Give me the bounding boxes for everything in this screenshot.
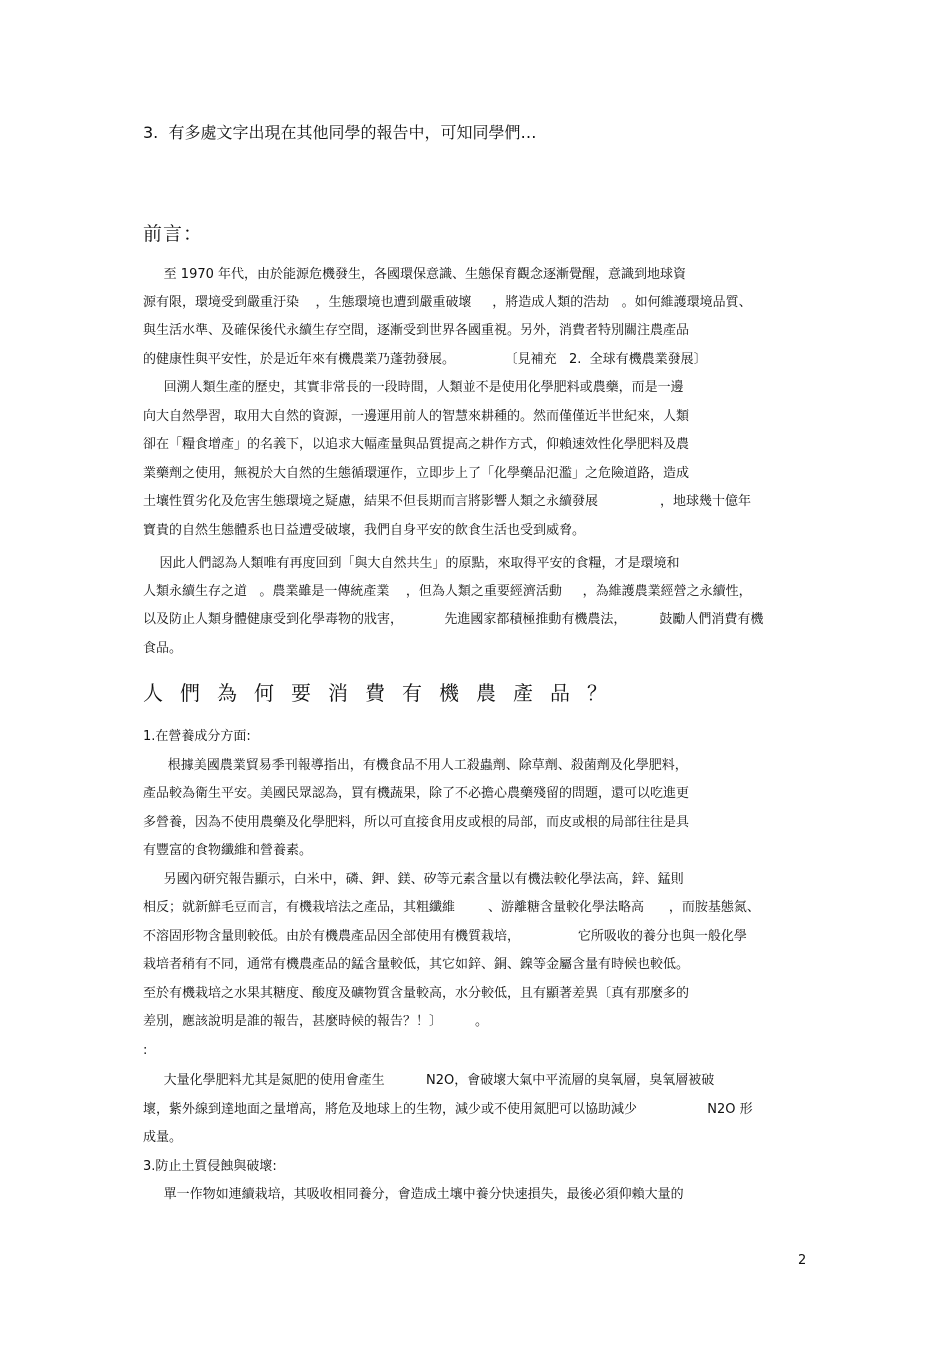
- page-number: 2: [798, 1253, 807, 1268]
- why-line: 不溶固形物含量則較低。由於有機農產品因全部使用有機質栽培， 它所吸收的養分也與一般化學: [143, 929, 747, 944]
- preface-line: 向大自然學習，取用大自然的資源，一邊運用前人的智慧來耕種的。然而僅僅近半世紀來，人類: [143, 409, 690, 424]
- why-line: 產品較為衛生平安。美國民眾認為，買有機蔬果，除了不必擔心農藥殘留的問題，還可以吃進更: [143, 786, 690, 801]
- why-line: 栽培者稍有不同，通常有機農產品的錳含量較低，其它如鋅、銅、鎳等金屬含量有時候也較低。: [143, 957, 690, 972]
- preface-line: 食品。: [143, 641, 183, 656]
- why-line: 多營養，因為不使用農藥及化學肥料，所以可直接食用皮或根的局部，而皮或根的局部往往是具: [143, 815, 690, 830]
- why-line: 壞，紫外線到達地面之量增高，將危及地球上的生物，減少或不使用氮肥可以協助減少 N2O 形: [143, 1102, 753, 1117]
- why-line: 至於有機栽培之水果其糖度、酸度及礦物質含量較高，水分較低，且有顯著差異〔真有那麼多的: [143, 986, 690, 1001]
- why-line: 有豐富的食物纖維和營養素。: [143, 843, 313, 858]
- why-line: :: [143, 1043, 148, 1058]
- preface-line: 以及防止人類身體健康受到化學毒物的戕害， 先進國家都積極推動有機農法， 鼓勵人們消費有機: [143, 612, 764, 627]
- why-line: 相反；就新鮮毛豆而言，有機栽培法之產品，其粗纖維 、游離糖含量較化學法略高 ，而胺基態氮、: [143, 900, 760, 915]
- preface-line: 人類永續生存之道 。農業雖是一傳統產業 ，但為人類之重要經濟活動 ，為維護農業經營之永續性，: [143, 584, 752, 599]
- why-line: 3.防止土質侵蝕與破壞:: [143, 1159, 277, 1174]
- why-line: 成量。: [143, 1130, 183, 1145]
- preface-line: 與生活水準、及確保後代永續生存空間，逐漸受到世界各國重視。另外，消費者特別關注農產品: [143, 323, 690, 338]
- preface-line: 業藥劑之使用，無視於大自然的生態循環運作，立即步上了「化學藥品氾濫」之危險道路，造成: [143, 466, 690, 481]
- preface-line: 源有限，環境受到嚴重汙染 ，生態環境也遭到嚴重破壞 ，將造成人類的浩劫 。如何維護環境品質、: [143, 295, 752, 310]
- preface-heading: 前言：: [143, 223, 204, 245]
- why-line: 差別，應該說明是誰的報告，甚麼時候的報告？！〕 。: [143, 1014, 489, 1029]
- why-consume-heading: 人們為何要消費有機農產品？: [143, 681, 624, 705]
- why-line: 大量化學肥料尤其是氮肥的使用會產生 N2O，會破壞大氣中平流層的臭氧層，臭氧層被破: [143, 1073, 715, 1088]
- preface-line: 寶貴的自然生態體系也日益遭受破壞，我們自身平安的飲食生活也受到威脅。: [143, 523, 586, 538]
- why-line: 1.在營養成分方面:: [143, 729, 251, 744]
- preface-line: 至 1970 年代，由於能源危機發生，各國環保意識、生態保育觀念逐漸覺醒，意識到地球資: [143, 267, 687, 282]
- preface-line: 卻在「糧食增產」的名義下，以追求大幅產量與品質提高之耕作方式，仰賴速效性化學肥料及農: [143, 437, 690, 452]
- why-line: 根據美國農業貿易季刊報導指出，有機食品不用人工殺蟲劑、除草劑、殺菌劑及化學肥料，: [143, 758, 688, 773]
- preface-line: 土壤性質劣化及危害生態環境之疑慮，結果不但長期而言將影響人類之永續發展 ，地球幾十億年: [143, 494, 751, 509]
- preface-line: 的健康性與平安性，於是近年來有機農業乃蓬勃發展。 〔見補充 2. 全球有機農業發展〕: [143, 352, 707, 367]
- why-line: 單一作物如連續栽培，其吸收相同養分，會造成土壤中養分快速損失，最後必須仰賴大量的: [143, 1187, 684, 1202]
- preface-line: 因此人們認為人類唯有再度回到「與大自然共生」的原點，來取得平安的食糧，才是環境和: [143, 556, 680, 571]
- numbered-remark-3: 3. 有多處文字出現在其他同學的報告中，可知同學們…: [143, 123, 537, 142]
- preface-line: 回溯人類生產的歷史，其實非常長的一段時間，人類並不是使用化學肥料或農藥，而是一邊: [143, 380, 684, 395]
- why-line: 另國內研究報告顯示，白米中，磷、鉀、鎂、矽等元素含量以有機法較化學法高，鋅、錳則: [143, 872, 684, 887]
